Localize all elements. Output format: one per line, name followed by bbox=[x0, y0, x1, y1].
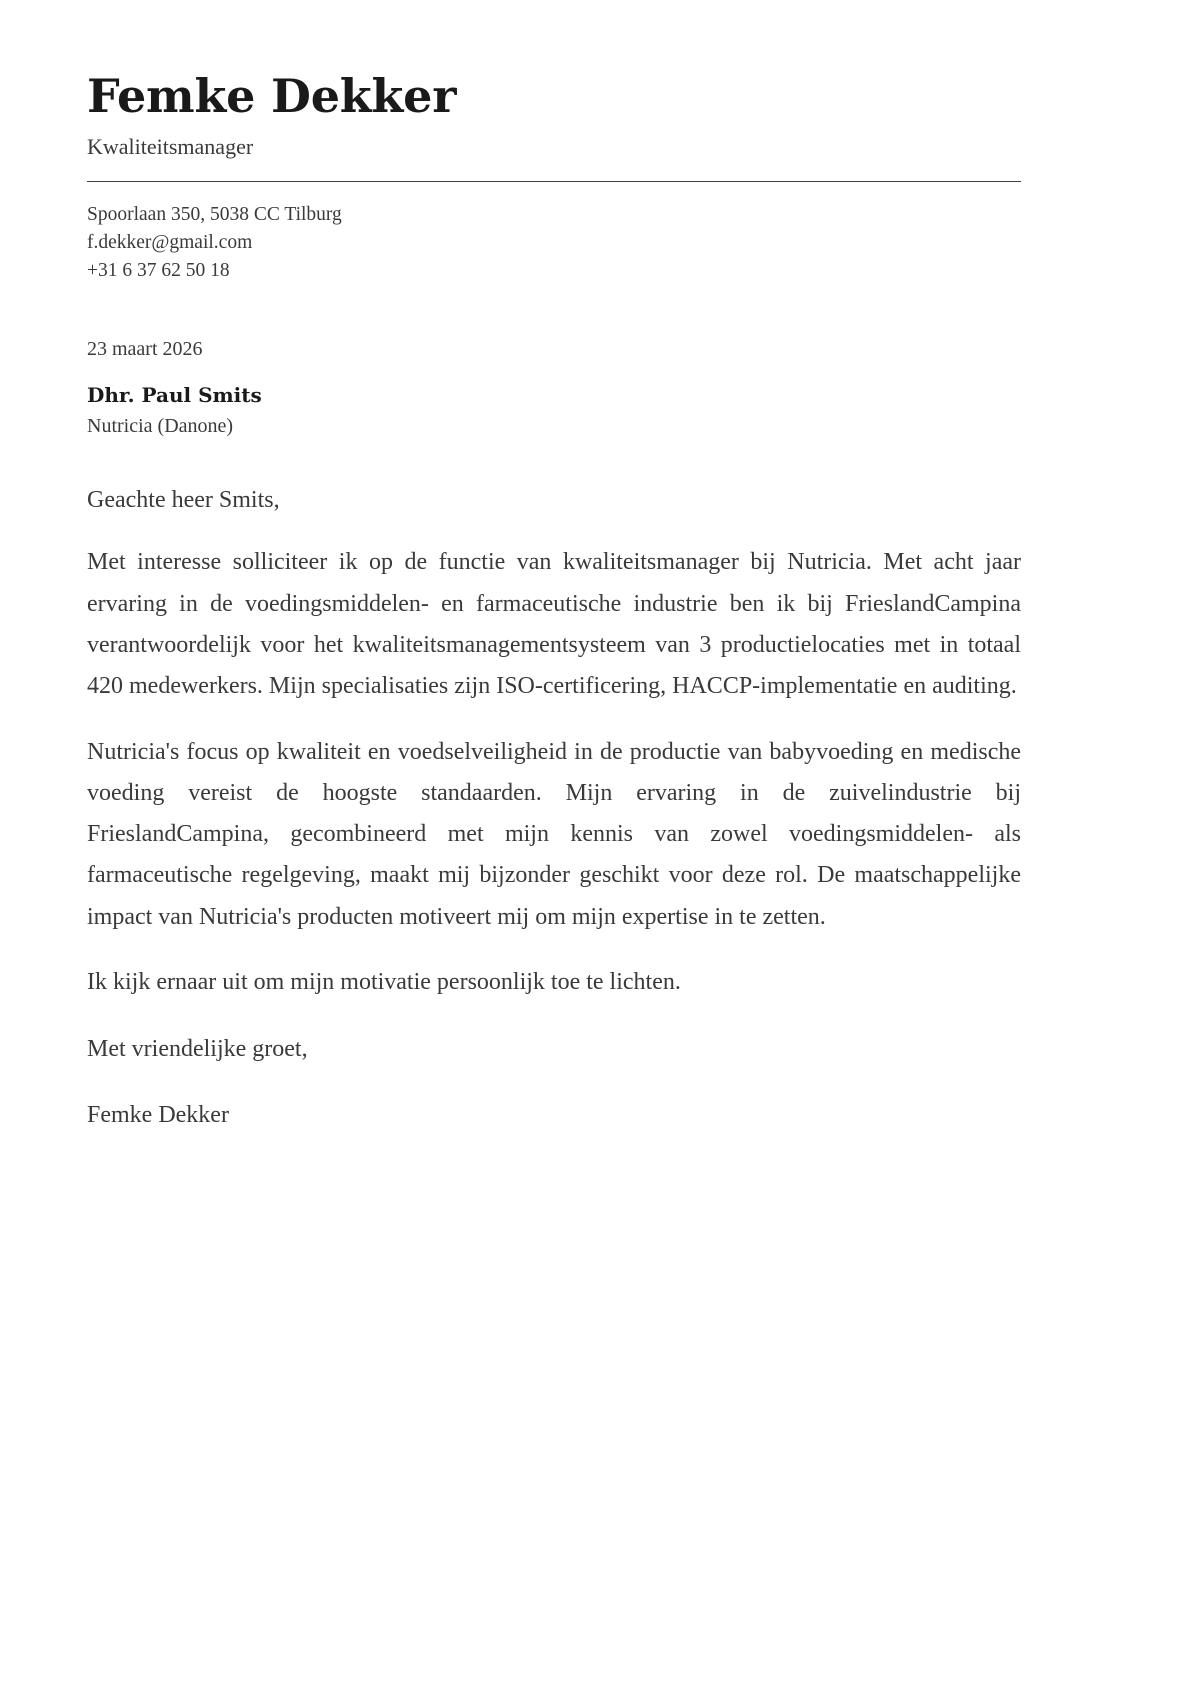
letter-content bbox=[87, 69, 1021, 1133]
recipient-name: Dhr. Paul Smits bbox=[87, 383, 262, 408]
body-paragraph-1: Met interesse solliciteer ik op de functie van kwaliteitsmanager bij Nutricia. Met acht jaar ervaring in de voedingsmiddelen- en farmaceutische industrie ben ik bij FrieslandCampina verantwoordelijk voor het kwaliteitsmanagementsysteem van 3 productielocaties met in totaal 420 medewerkers. Mijn specialisaties zijn ISO-certificering, HACCP-implementatie en auditing. bbox=[87, 549, 1021, 700]
job-title: Kwaliteitsmanager bbox=[87, 134, 254, 160]
recipient-company: Nutricia (Danone) bbox=[87, 415, 234, 438]
page-title: Femke Dekker bbox=[87, 69, 457, 123]
body-paragraph-2: Nutricia's focus op kwaliteit en voedselveiligheid in de productie van babyvoeding en medische voeding vereist de hoogste standaarden. Mijn ervaring in de zuivelindustrie bij FrieslandCampina, gecombineerd met mijn kennis van zowel voedingsmiddelen- als farmaceutische regelgeving, maakt mij bijzonder geschikt voor deze rol. De maatschappelijke impact van Nutricia's producten motiveert mij om mijn expertise in te zetten. bbox=[87, 738, 1021, 930]
contact-block bbox=[87, 201, 1021, 286]
salutation: Geachte heer Smits, bbox=[87, 487, 280, 514]
signature-name: Femke Dekker bbox=[87, 1102, 229, 1129]
header-divider bbox=[87, 181, 1021, 182]
contact-email: f.dekker@gmail.com bbox=[87, 231, 253, 253]
letter-date: 23 maart 2026 bbox=[87, 338, 203, 361]
contact-phone: +31 6 37 62 50 18 bbox=[87, 260, 230, 282]
body-paragraph-3: Ik kijk ernaar uit om mijn motivatie persoonlijk toe te lichten. bbox=[87, 968, 681, 995]
contact-address: Spoorlaan 350, 5038 CC Tilburg bbox=[87, 203, 342, 225]
closing-line: Met vriendelijke groet, bbox=[87, 1036, 308, 1063]
